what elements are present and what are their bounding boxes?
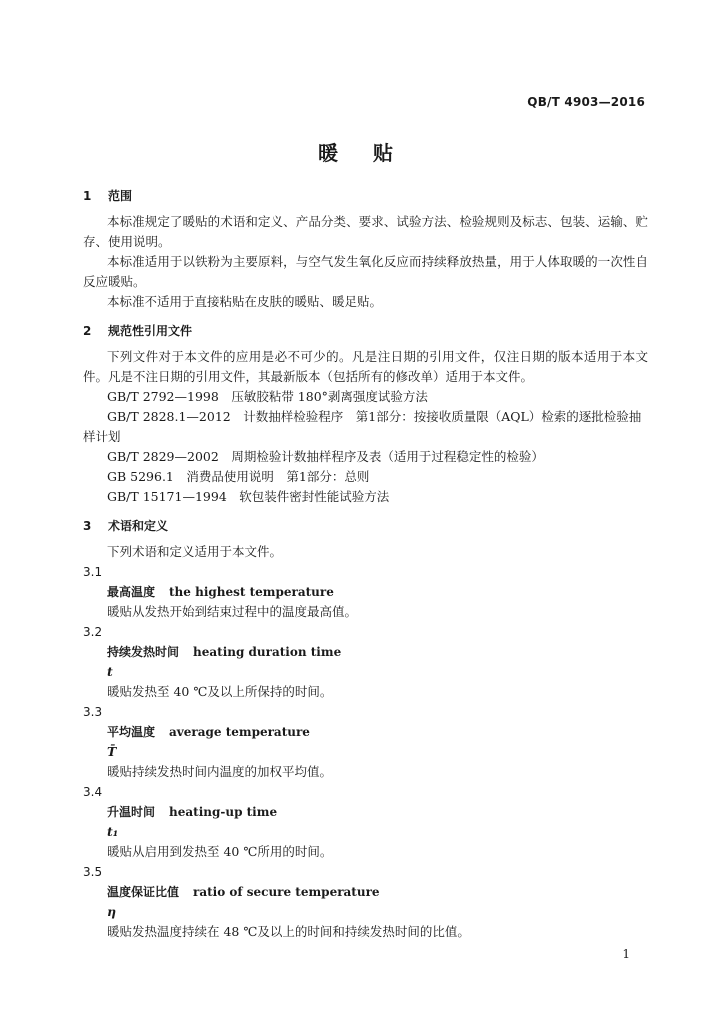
term-name-en: ratio of secure temperature — [193, 885, 380, 899]
term-number: 3.2 — [83, 625, 103, 639]
term-symbol: η — [107, 904, 117, 919]
section-number: 1 — [83, 189, 92, 203]
term-name-en: heating-up time — [169, 805, 278, 819]
term-entry — [83, 702, 648, 782]
term-name-zh: 平均温度 — [107, 725, 156, 739]
term-entry — [83, 562, 648, 622]
term-definition: 暖贴发热温度持续在 48 ℃及以上的时间和持续发热时间的比值。 — [107, 924, 470, 939]
term-entry — [83, 862, 648, 942]
term-definition: 暖贴持续发热时间内温度的加权平均值。 — [107, 764, 333, 779]
section-terms-definitions — [83, 516, 648, 942]
section-number: 2 — [83, 324, 92, 338]
section-scope — [83, 186, 648, 312]
term-name-en: average temperature — [169, 725, 310, 739]
term-number: 3.5 — [83, 865, 103, 879]
section-title: 术语和定义 — [108, 519, 169, 533]
paragraph: 本标准不适用于直接粘贴在皮肤的暖贴、暖足贴。 — [107, 294, 383, 309]
term-symbol: t₁ — [107, 824, 119, 839]
section-normative-references — [83, 321, 648, 507]
standard-code: QB/T 4903—2016 — [527, 95, 645, 109]
term-number: 3.3 — [83, 705, 103, 719]
term-number: 3.4 — [83, 785, 103, 799]
term-symbol: t — [107, 664, 113, 679]
term-name-zh: 温度保证比值 — [107, 885, 180, 899]
term-name-en: heating duration time — [193, 645, 342, 659]
reference-item: GB 5296.1 消费品使用说明 第1部分：总则 — [107, 469, 370, 484]
term-definition: 暖贴发热至 40 ℃及以上所保持的时间。 — [107, 684, 333, 699]
term-name — [83, 582, 648, 602]
term-symbol: T̄ — [107, 744, 117, 759]
term-name-zh: 最高温度 — [107, 585, 156, 599]
term-name-en: the highest temperature — [169, 585, 334, 599]
term-name — [83, 802, 648, 822]
section-heading — [83, 186, 648, 206]
paragraph: 本标准规定了暖贴的术语和定义、产品分类、要求、试验方法、检验规则及标志、包装、运输、贮存、使用说明。 — [83, 214, 648, 249]
reference-item: GB/T 2792—1998 压敏胶粘带 180°剥离强度试验方法 — [107, 389, 428, 404]
paragraph: 本标准适用于以铁粉为主要原料，与空气发生氧化反应而持续释放热量，用于人体取暖的一次性自反应暖贴。 — [83, 254, 648, 289]
section-heading — [83, 516, 648, 536]
term-definition: 暖贴从发热开始到结束过程中的温度最高值。 — [107, 604, 358, 619]
document-title: 暖 贴 — [318, 141, 407, 165]
reference-item: GB/T 2828.1—2012 计数抽样检验程序 第1部分：按接收质量限（AQL）检索的逐批检验抽样计划 — [83, 409, 642, 444]
section-title: 范围 — [108, 189, 133, 203]
section-heading — [83, 321, 648, 341]
paragraph: 下列文件对于本文件的应用是必不可少的。凡是注日期的引用文件，仅注日期的版本适用于本文件。凡是不注日期的引用文件，其最新版本（包括所有的修改单）适用于本文件。 — [83, 349, 648, 384]
page-number: 1 — [622, 947, 630, 961]
term-name-zh: 持续发热时间 — [107, 645, 180, 659]
reference-item: GB/T 15171—1994 软包装件密封性能试验方法 — [107, 489, 390, 504]
term-definition: 暖贴从启用到发热至 40 ℃所用的时间。 — [107, 844, 333, 859]
reference-item: GB/T 2829—2002 周期检验计数抽样程序及表（适用于过程稳定性的检验） — [107, 449, 544, 464]
term-name — [83, 642, 648, 662]
term-number: 3.1 — [83, 565, 103, 579]
document-body — [83, 186, 648, 942]
term-entry — [83, 782, 648, 862]
paragraph: 下列术语和定义适用于本文件。 — [107, 544, 283, 559]
term-entry — [83, 622, 648, 702]
term-name — [83, 722, 648, 742]
term-name — [83, 882, 648, 902]
term-name-zh: 升温时间 — [107, 805, 156, 819]
section-title: 规范性引用文件 — [108, 324, 193, 338]
section-number: 3 — [83, 519, 92, 533]
